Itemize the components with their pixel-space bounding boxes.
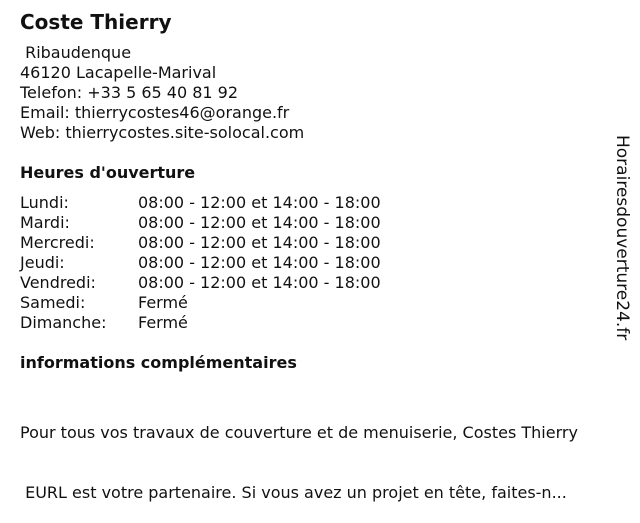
hours-row-saturday	[20, 293, 381, 313]
day-label: Vendredi:	[20, 273, 96, 292]
website-address: Web: thierrycostes.site-solocal.com	[20, 123, 305, 142]
phone-number: Telefon: +33 5 65 40 81 92	[20, 83, 239, 102]
contact-info	[20, 43, 304, 143]
day-label: Mardi:	[20, 213, 70, 232]
hours-row-friday	[20, 273, 381, 293]
business-name: Coste Thierry	[20, 10, 172, 34]
hours-row-sunday	[20, 313, 381, 333]
hours-row-monday	[20, 193, 381, 213]
description-line-1: Pour tous vos travaux de couverture et de menuiserie, Costes Thierry	[20, 423, 578, 442]
hours-value: 08:00 - 12:00 et 14:00 - 18:00	[138, 273, 381, 292]
hours-value: 08:00 - 12:00 et 14:00 - 18:00	[138, 253, 381, 272]
hours-value: 08:00 - 12:00 et 14:00 - 18:00	[138, 193, 381, 212]
hours-value: Fermé	[138, 293, 188, 312]
site-watermark: Horairesdouverture24.fr	[612, 135, 632, 341]
description-line-2: EURL est votre partenaire. Si vous avez un projet en tête, faites-n...	[20, 483, 567, 502]
opening-hours-heading: Heures d'ouverture	[20, 163, 196, 182]
day-label: Mercredi:	[20, 233, 95, 252]
address-line-1: Ribaudenque	[20, 43, 132, 62]
address-line-2: 46120 Lacapelle-Marival	[20, 63, 217, 82]
opening-hours-list	[20, 193, 381, 333]
day-label: Dimanche:	[20, 313, 107, 332]
day-label: Samedi:	[20, 293, 86, 312]
business-description	[20, 383, 620, 523]
hours-row-tuesday	[20, 213, 381, 233]
day-label: Jeudi:	[20, 253, 65, 272]
email-address: Email: thierrycostes46@orange.fr	[20, 103, 290, 122]
hours-value: Fermé	[138, 313, 188, 332]
hours-row-thursday	[20, 253, 381, 273]
hours-value: 08:00 - 12:00 et 14:00 - 18:00	[138, 213, 381, 232]
hours-value: 08:00 - 12:00 et 14:00 - 18:00	[138, 233, 381, 252]
hours-row-wednesday	[20, 233, 381, 253]
additional-info-heading: informations complémentaires	[20, 353, 297, 372]
day-label: Lundi:	[20, 193, 69, 212]
